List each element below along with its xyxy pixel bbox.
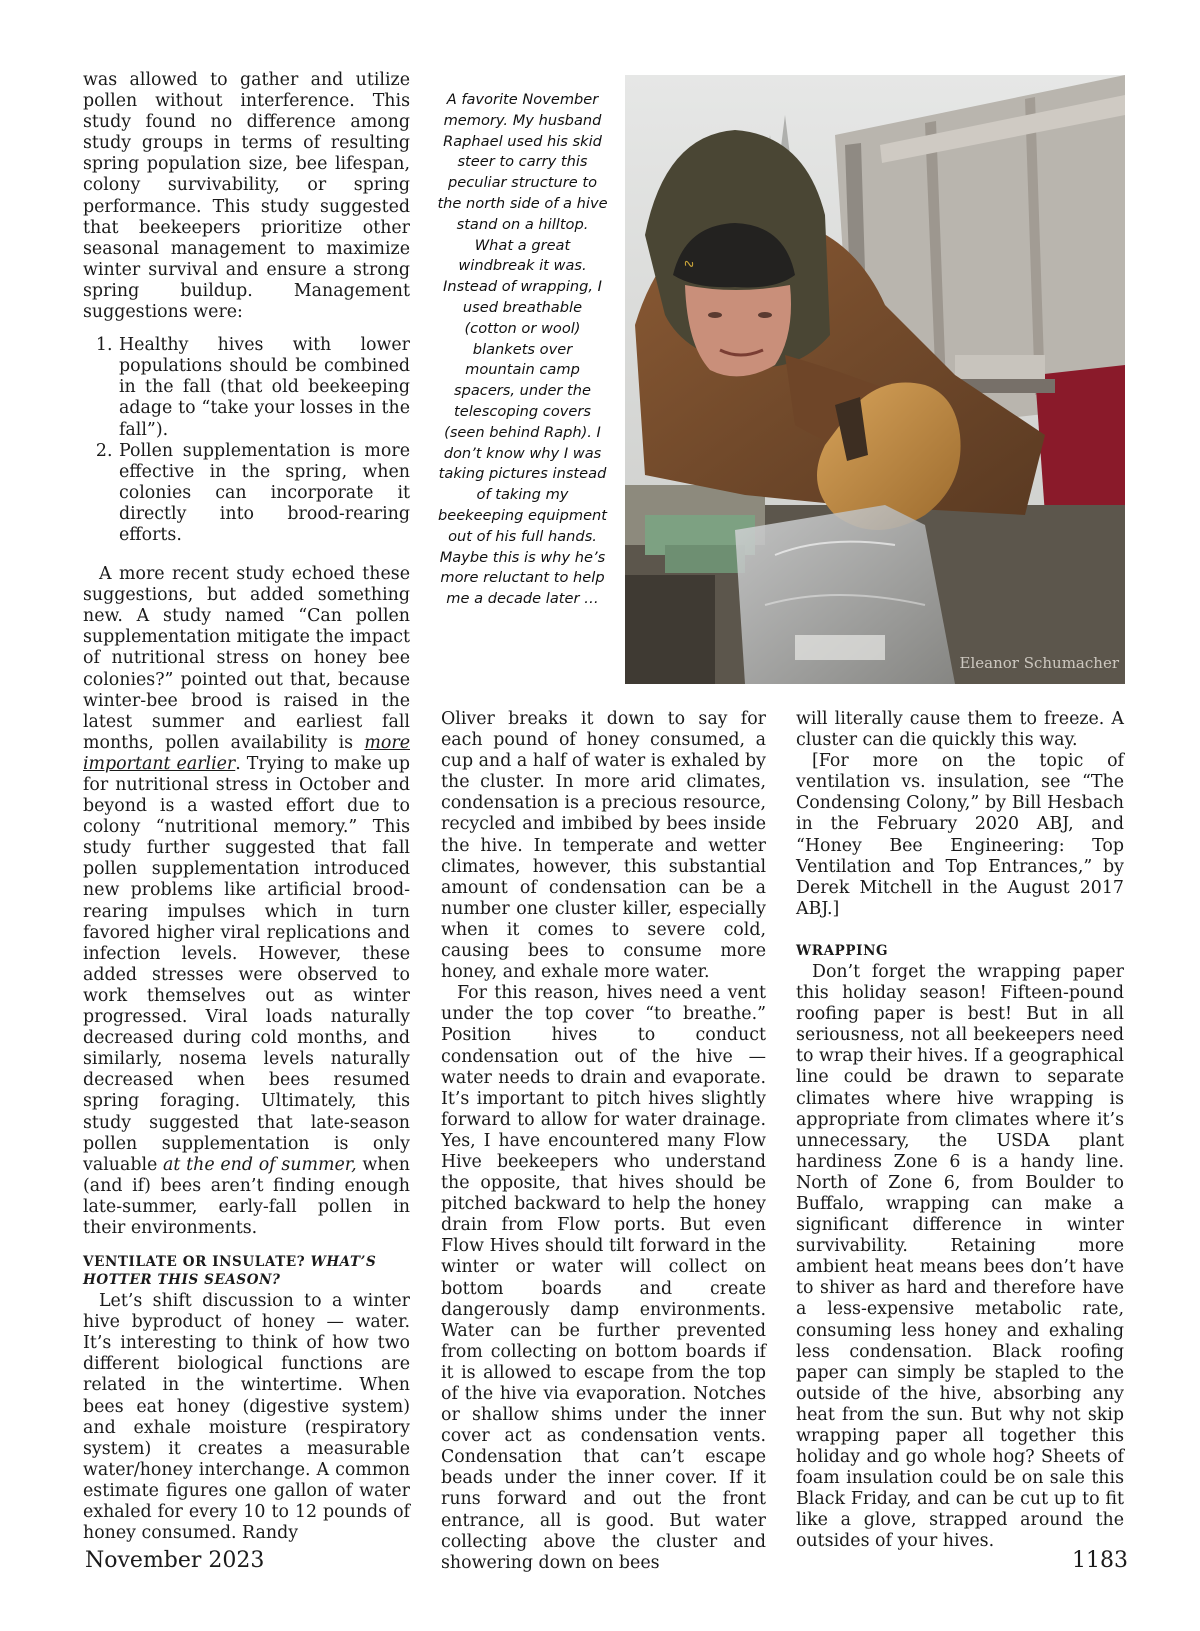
list-item: 1. Healthy hives with lower populations should be combined in the fall (that old beekeeping adage to “take your losses in the fall”). bbox=[118, 335, 410, 440]
column-middle bbox=[441, 709, 766, 1574]
footer-date: November 2023 bbox=[85, 1548, 265, 1573]
photo-beekeeper bbox=[625, 75, 1125, 684]
svg-text:∿: ∿ bbox=[680, 254, 698, 274]
paragraph: Don’t forget the wrapping paper this holiday season! Fifteen-pound roofing paper is best! But in all seriousness, not all beekeepers need to wrap their hives. If a geographical line could be drawn to separate climates where hive wrapping is appropriate from climates where it’s unnecessary, the USDA plant hardiness Zone 6 is a handy line. North of Zone 6, from Boulder to Buffalo, wrapping can make a significant difference in winter survivability. Retaining more ambient heat means bees don’t have to shiver as hard and therefore have a less-expensive metabolic rate, consuming less honey and exhaling less condensation. Black roofing paper can simply be stapled to the outside of the hive, absorbing any heat from the sun. But why not skip wrapping paper all together this holiday and go whole hog? Sheets of foam insulation could be on sale this Black Friday, and can be cut up to fit like a glove, strapped around the outsides of your hives. bbox=[796, 961, 1124, 1552]
section-heading-wrapping: WRAPPING bbox=[796, 942, 889, 959]
paragraph: will literally cause them to freeze. A cluster can die quickly this way. bbox=[796, 709, 1124, 751]
section-heading-ventilate: VENTILATE OR INSULATE? WHAT’S HOTTER THIS SEASON? bbox=[83, 1254, 377, 1289]
photo-credit: Eleanor Schumacher bbox=[959, 654, 1119, 672]
paragraph: [For more on the topic of ventilation vs. insulation, see “The Condensing Colony,” by Bill Hesbach in the February 2020 ABJ, and “Honey Bee Engineering: Top Ventilation and Top Entrances,” by Derek Mitchell in the August 2017 ABJ.] bbox=[796, 751, 1124, 919]
page-number: 1183 bbox=[1072, 1548, 1128, 1573]
column-right bbox=[796, 709, 1124, 1553]
paragraph: Oliver breaks it down to say for each pound of honey consumed, a cup and a half of water is exhaled by the cluster. In more arid climates, condensation is a precious resource, recycled and imbibed by bees inside the hive. In temperate and wetter climates, however, this substantial amount of condensation can be a number one cluster killer, especially when it comes to severe cold, causing bees to consume more honey, and exhale more water. bbox=[441, 709, 766, 983]
management-suggestions-list bbox=[83, 335, 410, 546]
paragraph: Let’s shift discussion to a winter hive byproduct of honey — water. It’s interesting to think of how two different biological functions are related in the wintertime. When bees eat honey (digestive system) and exhale moisture (respiratory system) it creates a measurable water/honey interchange. A common estimate figures one gallon of water exhaled for every 10 to 12 pounds of honey consumed. Randy bbox=[83, 1291, 410, 1544]
photo-caption: A favorite November memory. My husband Raphael used his skid steer to carry this peculiar structure to the north side of a hive stand on a hilltop. What a great windbreak it was. Instead of wrapping, I used breathable (cotton or wool) blankets over mountain camp spacers, under the telescoping covers (seen behind Raph). I don’t know why I was taking pictures instead of taking my beekeeping equipment out of his full hands. Maybe this is why he’s more reluctant to help me a decade later … bbox=[437, 91, 608, 608]
column-left bbox=[83, 70, 410, 1544]
paragraph: A more recent study echoed these suggestions, but added something new. A study named “Can pollen supplementation mitigate the impact of nutritional stress on honey bee colonies?” pointed out that, because winter-bee brood is raised in the latest summer and earliest fall months, pollen availability is more important earlier. Trying to make up for nutritional stress in October and beyond is a wasted effort due to colony “nutritional memory.” This study further suggested that fall pollen supplementation introduced new problems like artificial brood-rearing impulses which in turn favored higher viral replications and infection levels. However, these added stresses were observed to work themselves out as winter progressed. Viral loads naturally decreased during cold months, and similarly, nosema levels naturally decreased when bees resumed spring foraging. Ultimately, this study suggested that late-season pollen supplementation is only valuable at the end of summer, when (and if) bees aren’t finding enough late-summer, early-fall pollen in their environments. bbox=[83, 564, 410, 1238]
paragraph: For this reason, hives need a vent under the top cover “to breathe.” Position hives to conduct condensation out of the hive — water needs to drain and evaporate. It’s important to pitch hives slightly forward to allow for water drainage. Yes, I have encountered many Flow Hive beekeepers who understand the opposite, that hives should be pitched backward to help the honey drain from Flow ports. But even Flow Hives should tilt forward in the winter or water will collect on bottom boards and create dangerously damp environments. Water can be further prevented from collecting on bottom boards if it is allowed to escape from the top of the hive via evaporation. Notches or shallow shims under the inner cover act as condensation vents. Condensation that can’t escape beads under the inner cover. If it runs forward and out the front entrance, all is good. But water collecting above the cluster and showering down on bees bbox=[441, 983, 766, 1573]
photo-illustration bbox=[625, 75, 1125, 684]
emphasis-text: at the end of summer, bbox=[163, 1154, 357, 1175]
emphasis-text: more important earlier bbox=[83, 732, 410, 774]
paragraph: was allowed to gather and utilize pollen without interference. This study found no difference among study groups in terms of resulting spring population size, bee lifespan, colony survivability, or spring performance. This study suggested that beekeepers prioritize other seasonal management to maximize winter survival and ensure a strong spring buildup. Management suggestions were: bbox=[83, 70, 410, 323]
list-item: 2. Pollen supplementation is more effective in the spring, when colonies can incorporate it directly into brood-rearing efforts. bbox=[118, 441, 410, 546]
